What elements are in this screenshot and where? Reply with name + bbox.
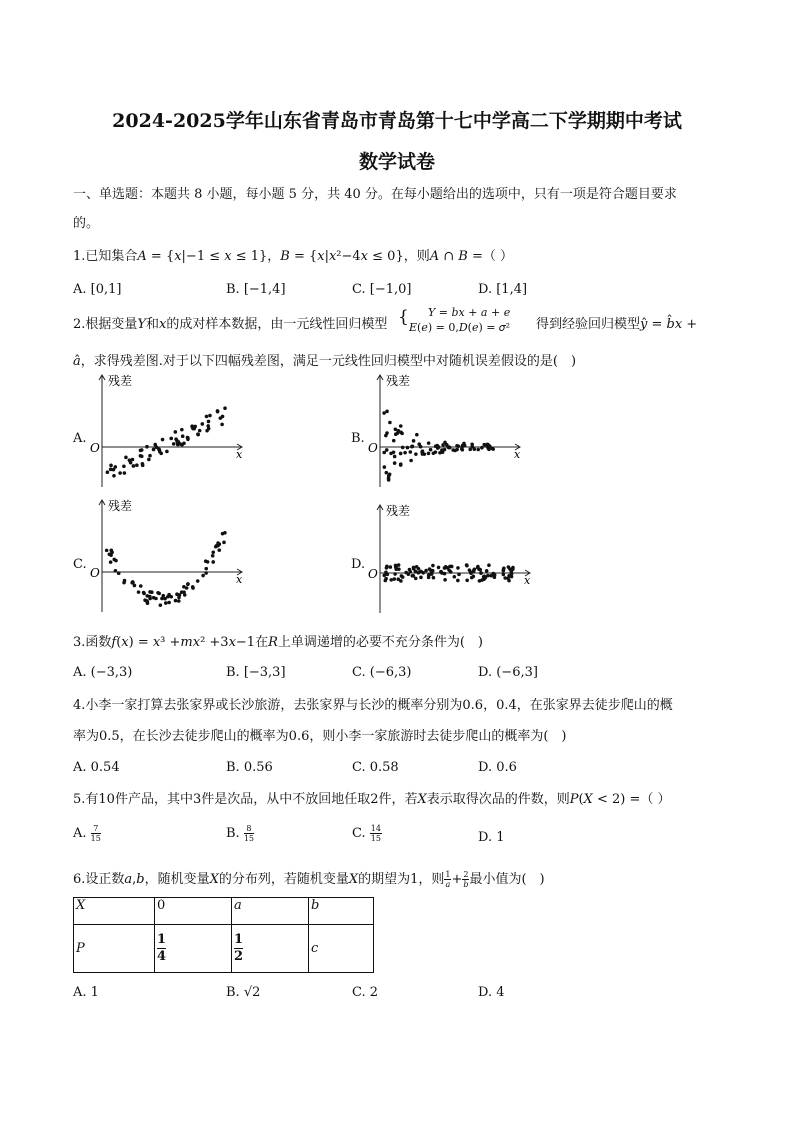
q4-option-a[interactable]: A. 0.54 — [73, 760, 120, 775]
residual-point — [201, 574, 205, 578]
residual-point — [109, 560, 113, 564]
x-axis-label: x — [524, 574, 531, 587]
residual-point — [169, 437, 173, 441]
table-cell: a — [232, 898, 309, 925]
residual-point — [487, 444, 491, 448]
model-brace: { — [398, 307, 409, 327]
q5-option-a[interactable] — [73, 824, 101, 843]
residual-point — [176, 443, 180, 447]
question-3-stem: 3.函数𝑓(𝑥) = 𝑥³ +𝑚𝑥² +3𝑥−1在𝑅上单调递增的必要不充分条件为( ) — [73, 635, 484, 650]
residual-point — [384, 577, 388, 581]
residual-point — [105, 549, 109, 553]
residual-plot-a — [88, 375, 248, 490]
residual-point — [473, 567, 477, 571]
residual-point — [196, 433, 200, 437]
residual-point — [191, 586, 195, 590]
residual-point — [472, 575, 476, 579]
residual-point — [155, 445, 159, 449]
residual-point — [205, 429, 209, 433]
question-2-stem-b: 得到经验回归模型𝑦̂ = 𝑏̂𝑥 + — [536, 317, 698, 332]
residual-point — [393, 455, 397, 459]
residual-point — [389, 578, 393, 582]
residual-point — [200, 422, 204, 426]
question-6-stem-b: 最小值为( ) — [469, 872, 545, 887]
fraction-denominator: 𝑏 — [463, 880, 469, 889]
residual-point — [122, 464, 126, 468]
residual-point — [446, 566, 450, 570]
residual-point — [436, 446, 440, 450]
residual-point — [191, 427, 195, 431]
residual-point — [117, 571, 121, 575]
residual-point — [222, 541, 226, 545]
residual-point — [511, 567, 515, 571]
residual-point — [421, 571, 425, 575]
residual-point — [388, 472, 392, 476]
residual-point — [139, 584, 143, 588]
x-axis-label: x — [514, 448, 521, 461]
y-axis-label: 残差 — [108, 499, 133, 513]
question-2-stem-a: 2.根据变量𝑌和𝑥的成对样本数据，由一元线性回归模型 — [73, 317, 388, 332]
residual-point — [181, 434, 185, 438]
plot-d-label[interactable]: D. — [351, 557, 366, 572]
residual-point — [211, 554, 215, 558]
residual-point — [455, 444, 459, 448]
table-cell: X — [74, 898, 155, 925]
residual-point — [412, 566, 416, 570]
residual-point — [177, 599, 181, 603]
residual-point — [207, 420, 211, 424]
residual-point — [129, 461, 133, 465]
residual-point — [139, 454, 143, 458]
residual-point — [130, 581, 134, 585]
table-cell: 0 — [155, 898, 232, 925]
residual-point — [401, 575, 405, 579]
q5-option-b-fraction — [244, 824, 254, 843]
q6-option-d[interactable]: D. 4 — [478, 985, 505, 1000]
residual-point — [221, 415, 225, 419]
residual-point — [204, 571, 208, 575]
residual-point — [427, 452, 431, 456]
residual-point — [385, 573, 389, 577]
q5-option-a-letter: A. — [73, 826, 87, 841]
section-instructions-cont: 的。 — [73, 216, 100, 231]
residual-point — [392, 577, 396, 581]
fraction-numerator: 2 — [463, 870, 469, 879]
table-cell — [155, 925, 232, 973]
residual-point — [480, 446, 484, 450]
residual-point — [462, 442, 466, 446]
q1-option-b[interactable]: B. [−1,4] — [226, 282, 286, 297]
residual-point — [455, 448, 459, 452]
residual-point — [106, 470, 110, 474]
residual-point — [465, 563, 469, 567]
residual-point — [394, 567, 398, 571]
residual-point — [223, 531, 227, 535]
residual-point — [109, 549, 113, 553]
q4-option-b[interactable]: B. 0.56 — [226, 760, 273, 775]
residual-point — [175, 592, 179, 596]
q5-option-a-fraction — [91, 824, 101, 843]
residual-point — [164, 601, 168, 605]
residual-point — [399, 452, 403, 456]
residual-point — [414, 577, 418, 581]
residual-point — [385, 566, 389, 570]
fraction-numerator: 14 — [370, 824, 381, 833]
residual-point — [154, 597, 158, 601]
residual-point — [428, 567, 432, 571]
residual-point — [388, 421, 392, 425]
residual-point — [382, 451, 386, 455]
residual-point — [385, 410, 389, 414]
table-row — [74, 925, 374, 973]
plot-a-label[interactable]: A. — [73, 431, 87, 446]
y-axis-label: 残差 — [386, 504, 411, 518]
residual-point — [493, 573, 497, 577]
q5-option-c[interactable] — [352, 824, 382, 843]
residual-point — [393, 572, 397, 576]
residual-point — [152, 448, 156, 452]
residual-point — [148, 454, 152, 458]
residual-point — [443, 448, 447, 452]
residual-point — [217, 548, 221, 552]
residual-point — [148, 595, 152, 599]
residual-point — [399, 579, 403, 583]
q3-option-b[interactable]: B. [−3,3] — [226, 665, 286, 680]
q6-option-b[interactable]: B. √2 — [226, 985, 261, 1000]
residual-point — [431, 569, 435, 573]
table-cell: c — [309, 925, 374, 973]
fraction-denominator: 15 — [90, 834, 101, 843]
fraction-numerator: 8 — [244, 824, 254, 834]
residual-point — [182, 590, 186, 594]
residual-point — [429, 448, 433, 452]
residual-point — [216, 410, 220, 414]
residual-point — [382, 574, 386, 578]
residual-point — [159, 603, 163, 607]
residual-point — [167, 593, 171, 597]
plot-c-label[interactable]: C. — [73, 557, 87, 572]
residual-point — [208, 414, 212, 418]
residual-point — [172, 442, 176, 446]
residual-point — [427, 576, 431, 580]
table-cell — [232, 925, 309, 973]
residual-point — [415, 433, 419, 437]
residual-point — [409, 450, 413, 454]
residual-point — [186, 582, 190, 586]
residual-point — [446, 445, 450, 449]
residual-point — [198, 429, 202, 433]
residual-point — [401, 446, 405, 450]
question-4-stem-line1: 4.小李一家打算去张家界或长沙旅游，去张家界与长沙的概率分别为0.6，0.4，在张家界去徒步爬山的概 — [73, 698, 673, 713]
fraction-numerator: 1 — [234, 932, 244, 947]
table-row — [74, 898, 374, 925]
model-equation-top: 𝑌 = 𝑏𝑥 + 𝑎 + 𝑒 — [428, 306, 511, 319]
residual-point — [211, 550, 215, 554]
residual-point — [415, 565, 419, 569]
q1-option-a[interactable]: A. [0,1] — [73, 282, 122, 297]
residual-point — [439, 570, 443, 574]
origin-label: O — [90, 566, 100, 580]
residual-point — [160, 597, 164, 601]
residual-point — [419, 576, 423, 580]
residual-point — [123, 471, 127, 475]
q5-option-d[interactable]: D. 1 — [478, 830, 505, 845]
q4-option-c[interactable]: C. 0.58 — [352, 760, 399, 775]
residual-point — [389, 452, 393, 456]
exam-title-line2: 数学试卷 — [358, 151, 435, 173]
residual-point — [145, 445, 149, 449]
residual-point — [491, 447, 495, 451]
residual-point — [407, 572, 411, 576]
residual-point — [186, 437, 190, 441]
residual-point — [453, 575, 457, 579]
residual-point — [443, 578, 447, 582]
residual-point — [506, 576, 510, 580]
q6-option-c[interactable]: C. 2 — [352, 985, 379, 1000]
x-axis-label: x — [236, 448, 243, 461]
fraction-denominator: 4 — [157, 949, 167, 964]
y-axis-label: 残差 — [108, 374, 133, 388]
residual-point — [409, 459, 413, 463]
residual-point — [457, 573, 461, 577]
residual-point — [122, 581, 126, 585]
q3-option-c[interactable]: C. (−6,3) — [352, 665, 412, 680]
fraction-denominator: 15 — [243, 834, 255, 843]
q5-option-c-letter: C. — [352, 826, 366, 841]
q6-option-a[interactable]: A. 1 — [73, 985, 99, 1000]
residual-point — [146, 601, 150, 605]
residual-point — [437, 566, 441, 570]
question-6-stem — [73, 870, 545, 889]
fraction-denominator: 2 — [234, 949, 244, 964]
residual-point — [204, 567, 208, 571]
residual-point — [461, 448, 465, 452]
residual-point — [206, 560, 210, 564]
question-5-stem: 5.有10件产品，其中3件是次品，从中不放回地任取2件，若𝑋表示取得次品的件数，则𝑃(𝑋 < 2) =（ ） — [73, 792, 671, 807]
residual-point — [412, 439, 416, 443]
residual-point — [185, 586, 189, 590]
residual-point — [427, 441, 431, 445]
residual-point — [161, 438, 165, 442]
residual-point — [132, 464, 136, 468]
q5-option-b[interactable] — [226, 824, 254, 843]
residual-point — [112, 474, 116, 478]
q1-option-d[interactable]: D. [1,4] — [478, 282, 528, 297]
residual-point — [487, 563, 491, 567]
residual-point — [417, 442, 421, 446]
residual-point — [441, 443, 445, 447]
residual-point — [385, 471, 389, 475]
residual-point — [432, 576, 436, 580]
distribution-table — [73, 897, 374, 973]
residual-point — [139, 449, 143, 453]
origin-label: O — [90, 441, 100, 455]
table-cell: b — [309, 898, 374, 925]
fraction-numerator: 1 — [157, 932, 167, 947]
residual-point — [206, 424, 210, 428]
residual-point — [476, 566, 480, 570]
model-equation-bottom: 𝐸(𝑒) = 0,𝐷(𝑒) = 𝜎² — [409, 321, 511, 334]
residual-point — [399, 424, 403, 428]
residual-point — [220, 423, 224, 427]
residual-point — [174, 599, 178, 603]
residual-point — [196, 579, 200, 583]
residual-plot-d — [366, 505, 541, 615]
residual-point — [216, 541, 220, 545]
residual-point — [174, 430, 178, 434]
residual-point — [211, 560, 215, 564]
residual-point — [109, 464, 113, 468]
fraction-numerator: 7 — [91, 824, 101, 834]
residual-point — [470, 445, 474, 449]
residual-point — [393, 461, 397, 465]
residual-point — [114, 569, 118, 573]
fraction-denominator: 𝑎 — [445, 880, 451, 889]
residual-point — [124, 456, 128, 460]
residual-point — [392, 439, 396, 443]
q4-option-d[interactable]: D. 0.6 — [478, 760, 517, 775]
residual-point — [421, 452, 425, 456]
residual-point — [156, 591, 160, 595]
y-axis-label: 残差 — [386, 374, 411, 388]
q3-option-a[interactable]: A. (−3,3) — [73, 665, 133, 680]
residual-point — [180, 443, 184, 447]
residual-point — [177, 596, 181, 600]
residual-point — [456, 579, 460, 583]
residual-point — [414, 452, 418, 456]
residual-point — [456, 566, 460, 570]
residual-point — [485, 569, 489, 573]
residual-point — [479, 571, 483, 575]
residual-point — [507, 565, 511, 569]
residual-point — [165, 450, 169, 454]
residual-point — [150, 590, 154, 594]
plus-sign: + — [451, 872, 463, 887]
residual-plot-c — [88, 500, 248, 615]
residual-point — [502, 566, 506, 570]
residual-point — [214, 545, 218, 549]
residual-point — [389, 565, 393, 569]
residual-point — [175, 439, 179, 443]
residual-point — [489, 574, 493, 578]
question-1-stem: 1.已知集合𝐴 = {𝑥|−1 ≤ 𝑥 ≤ 1}，𝐵 = {𝑥|𝑥²−4𝑥 ≤ 0}，则𝐴 ∩ 𝐵 =（ ） — [73, 249, 513, 264]
residual-point — [410, 574, 414, 578]
residual-point — [114, 465, 118, 469]
question-4-stem-line2: 率为0.5，在长沙去徒步爬山的概率为0.6，则小李一家旅游时去徒步爬山的概率为( ) — [73, 729, 567, 744]
residual-point — [131, 458, 135, 462]
residual-point — [465, 578, 469, 582]
q3-option-d[interactable]: D. (−6,3] — [478, 665, 538, 680]
origin-label: O — [368, 567, 378, 581]
fraction-denominator: 15 — [370, 834, 381, 843]
table-cell: P — [74, 925, 155, 973]
residual-point — [424, 569, 428, 573]
residual-point — [135, 463, 139, 467]
residual-point — [137, 590, 141, 594]
residual-point — [205, 415, 209, 419]
residual-point — [142, 591, 146, 595]
residual-point — [480, 578, 484, 582]
residual-plot-b — [366, 375, 526, 500]
residual-point — [502, 573, 506, 577]
residual-point — [385, 448, 389, 452]
exam-title-line1: 2024-2025学年山东省青岛市青岛第十七中学高二下学期期中考试 — [112, 110, 682, 132]
plot-b-label[interactable]: B. — [351, 431, 365, 446]
q5-option-b-letter: B. — [226, 826, 240, 841]
residual-point — [387, 478, 391, 482]
question-2-stem-line2: 𝑎̂，求得残差图.对于以下四幅残差图，满足一元线性回归模型中对随机误差假设的是( ) — [73, 354, 577, 369]
residual-point — [158, 450, 162, 454]
section-instructions: 一、单选题：本题共 8 小题，每小题 5 分，共 40 分。在每小题给出的选项中，只有一项是符合题目要求 — [73, 187, 677, 202]
q5-option-c-fraction — [370, 824, 382, 843]
residual-point — [403, 451, 407, 455]
residual-point — [147, 458, 151, 462]
residual-point — [406, 446, 410, 450]
question-6-stem-a: 6.设正数𝑎,𝑏，随机变量𝑋的分布列，若随机变量𝑋的期望为1，则 — [73, 872, 445, 887]
origin-label: O — [368, 441, 378, 455]
residual-point — [223, 406, 227, 410]
residual-point — [399, 463, 403, 467]
x-axis-label: x — [236, 573, 243, 586]
residual-point — [383, 465, 387, 469]
residual-point — [431, 564, 435, 568]
residual-point — [167, 601, 171, 605]
residual-point — [118, 471, 122, 475]
residual-point — [476, 448, 480, 452]
residual-point — [141, 464, 145, 468]
residual-point — [180, 428, 184, 432]
residual-point — [397, 429, 401, 433]
residual-point — [384, 434, 388, 438]
residual-point — [434, 450, 438, 454]
residual-point — [469, 571, 473, 575]
fraction-numerator: 1 — [445, 870, 451, 879]
residual-point — [410, 445, 414, 449]
residual-point — [112, 558, 116, 562]
q1-option-c[interactable]: C. [−1,0] — [352, 282, 412, 297]
